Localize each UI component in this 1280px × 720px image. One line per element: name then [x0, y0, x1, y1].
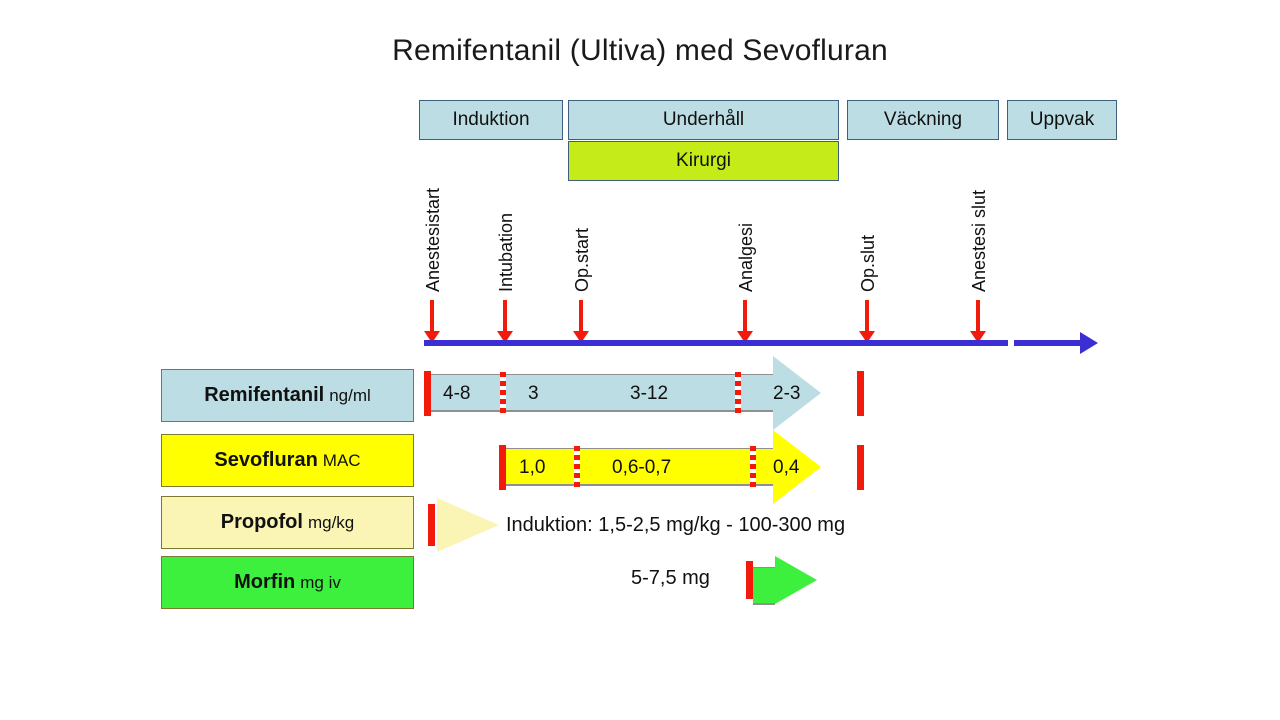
- event-label-analgesi: Analgesi: [736, 222, 756, 292]
- phase-label: Uppvak: [1029, 109, 1095, 130]
- surgery-label: Kirurgi: [676, 150, 731, 171]
- event-label-opslut: Op.slut: [858, 234, 878, 292]
- event-label-opstart: Op.start: [572, 227, 592, 292]
- bar-divider-sevofluran-2: [750, 446, 756, 489]
- event-marker-opslut: [865, 300, 869, 332]
- phase-box-vackning: [847, 100, 999, 140]
- phase-label: Induktion: [452, 109, 530, 130]
- drug-value-remifentanil-3: 3-12: [630, 383, 669, 404]
- drug-bar-arrow-morfin: [775, 556, 817, 604]
- timeline-axis: [424, 340, 1008, 346]
- legend-drug-unit: mg iv: [300, 572, 341, 592]
- event-marker-analgesi: [743, 300, 747, 332]
- drug-value-remifentanil-4: 2-3: [773, 383, 801, 404]
- drug-note-morfin: 5-7,5 mg: [631, 567, 710, 589]
- event-marker-opstart: [579, 300, 583, 332]
- phase-box-induktion: [419, 100, 563, 140]
- event-label-anestesislut: Anestesi slut: [969, 189, 989, 292]
- bar-divider-sevofluran-1: [574, 446, 580, 489]
- bar-divider-remifentanil-2: [735, 372, 741, 415]
- surgery-box-kirurgi: [568, 141, 839, 181]
- bar-cap-propofol: [428, 504, 435, 546]
- drug-value-remifentanil-2: 3: [528, 383, 539, 404]
- phase-box-uppvak: [1007, 100, 1117, 140]
- phase-label: Underhåll: [662, 109, 745, 130]
- drug-bar-remifentanil: [428, 374, 773, 412]
- bar-cap-start-sevofluran: [499, 445, 506, 490]
- timeline-arrow-icon: [1080, 332, 1098, 354]
- legend-drug-name: Sevofluran: [214, 449, 318, 471]
- phase-label: Väckning: [883, 109, 963, 130]
- drug-value-remifentanil-1: 4-8: [443, 383, 471, 404]
- drug-bar-morfin: [753, 567, 775, 605]
- legend-drug-name: Remifentanil: [204, 384, 325, 406]
- legend-remifentanil: [161, 369, 414, 422]
- event-marker-intubation: [503, 300, 507, 332]
- legend-morfin: [161, 556, 414, 609]
- drug-value-sevofluran-2: 0,6-0,7: [612, 457, 672, 478]
- bar-cap-morfin: [746, 561, 753, 599]
- legend-sevofluran: [161, 434, 414, 487]
- phase-box-underhall: [568, 100, 839, 140]
- bar-divider-remifentanil-1: [500, 372, 506, 415]
- legend-drug-unit: mg/kg: [307, 512, 355, 532]
- legend-drug-unit: MAC: [322, 450, 361, 470]
- page-title: Remifentanil (Ultiva) med Sevofluran: [392, 34, 888, 67]
- legend-propofol: [161, 496, 414, 549]
- event-marker-anestesislut: [976, 300, 980, 332]
- legend-drug-name: Propofol: [220, 511, 303, 533]
- bar-cap-start-remifentanil: [424, 371, 431, 416]
- drug-bar-arrow-propofol: [437, 498, 499, 552]
- drug-value-sevofluran-1: 1,0: [519, 457, 546, 478]
- timeline-axis-tail: [1014, 340, 1080, 346]
- bar-cap-end-sevofluran: [857, 445, 864, 490]
- drug-value-sevofluran-3: 0,4: [773, 457, 800, 478]
- event-label-intubation: Intubation: [496, 212, 516, 292]
- event-marker-anestesistart: [430, 300, 434, 332]
- legend-drug-name: Morfin: [234, 571, 296, 593]
- drug-note-propofol: Induktion: 1,5-2,5 mg/kg - 100-300 mg: [506, 514, 846, 536]
- legend-drug-unit: ng/ml: [329, 385, 371, 405]
- event-label-anestesistart: Anestesistart: [423, 187, 443, 292]
- bar-cap-end-remifentanil: [857, 371, 864, 416]
